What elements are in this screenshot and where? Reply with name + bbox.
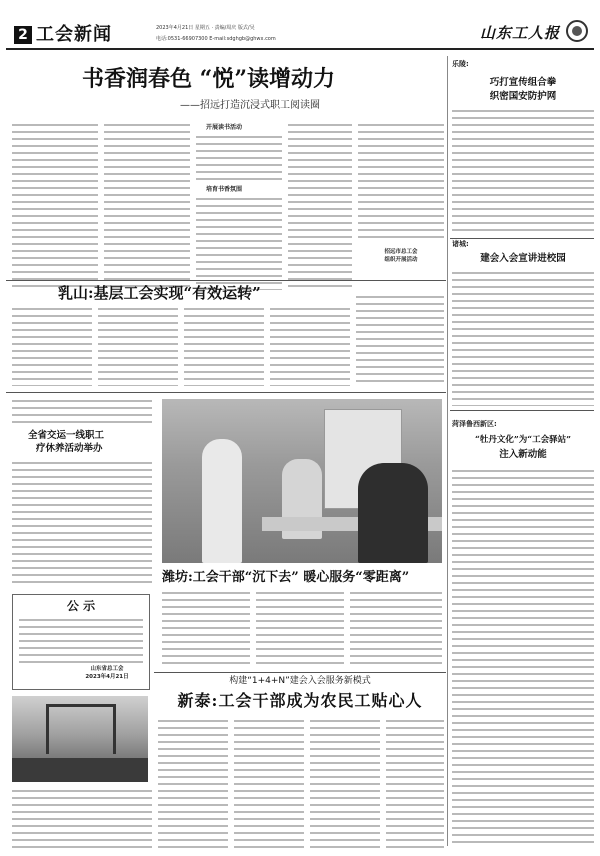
weifang-column-1 [162, 590, 250, 668]
right-column-divider [447, 56, 448, 846]
weifang-column-3 [350, 590, 442, 668]
seal-icon [566, 20, 588, 42]
top-story-column-1 [12, 122, 98, 290]
weifang-photo [162, 399, 442, 563]
rushan-column-4 [270, 306, 350, 386]
issue-date-line: 2023年4月21日 星期五 · 责编/周庆 版式/吴 [156, 25, 255, 31]
weifang-column-2 [256, 590, 344, 668]
section-title: 工会新闻 [36, 24, 112, 45]
top-story-column-5 [358, 122, 444, 242]
notice-title: 公 示 [66, 599, 96, 613]
left-story-headline-line-2: 疗休养活动举办 [36, 443, 103, 454]
top-story-signature [368, 248, 434, 264]
gate-caption [12, 788, 152, 848]
right-story-2-label: 诸城: [452, 240, 469, 248]
notice-box [12, 594, 150, 690]
rushan-column-2 [98, 306, 178, 386]
left-story-body [12, 460, 152, 588]
top-story-headline: 书香润春色 “悦”读增动力 [82, 66, 335, 92]
notice-signature [69, 665, 145, 681]
xintai-headline: 新泰:工会干部成为农民工贴心人 [177, 691, 423, 710]
top-story-kicker-2: 培育书香氛围 [206, 186, 243, 193]
xintai-column-3 [310, 718, 380, 848]
page-number: 2 [14, 26, 32, 44]
photo-gate [46, 704, 116, 754]
contact-line: 电话:0531-66907300 E-mail:sdghgb@ghwx.com [156, 36, 276, 42]
right-divider-2 [450, 410, 594, 411]
right-story-1-headline-line-1: 巧打宣传组合拳 [489, 77, 557, 88]
signature-line-2: 组织开展活动 [384, 257, 418, 263]
xintai-column-2 [234, 718, 304, 848]
notice-issuer: 山东省总工会 [90, 666, 124, 672]
rushan-headline: 乳山:基层工会实现“有效运转” [58, 284, 261, 302]
notice-date: 2023年4月21日 [85, 674, 129, 680]
lead-in-text [12, 398, 152, 424]
right-story-1-headline-line-2: 织密国安防护网 [489, 91, 557, 102]
notice-body [19, 617, 143, 663]
newspaper-logo: 山东工人报 [479, 24, 560, 42]
xintai-column-1 [158, 718, 228, 848]
rushan-column-5 [356, 294, 444, 386]
top-story-column-3b [196, 196, 282, 290]
top-story-subtitle: ——招远打造沉浸式职工阅读圈 [180, 100, 320, 111]
right-story-2-headline: 建会入会宣讲进校园 [480, 253, 566, 264]
right-story-2-body [452, 270, 594, 406]
top-story-column-3a [196, 134, 282, 182]
weifang-headline: 潍坊:工会干部“沉下去” 暖心服务“零距离” [162, 570, 410, 585]
section-divider-1 [6, 280, 446, 281]
photo-crowd [12, 758, 148, 782]
section-divider-2 [6, 392, 446, 393]
top-story-column-4 [288, 122, 352, 290]
section-divider-3 [154, 672, 446, 673]
photo-person [202, 439, 242, 563]
right-story-3-headline-line-2: 注入新动能 [499, 449, 547, 460]
gate-photo [12, 696, 148, 782]
top-story-kicker-1: 开展读书活动 [206, 124, 243, 131]
photo-person [358, 463, 428, 563]
left-story-headline-line-1: 全省交运一线职工 [28, 430, 105, 441]
rushan-column-1 [12, 306, 92, 386]
xintai-column-4 [386, 718, 444, 848]
signature-line-1: 招远市总工会 [384, 249, 418, 255]
right-story-1-label: 乐陵: [452, 60, 469, 68]
masthead [6, 6, 594, 50]
right-story-1-body [452, 108, 594, 234]
top-story-column-2 [104, 122, 190, 290]
right-divider-1 [450, 238, 594, 239]
right-story-3-label: 菏泽鲁西新区: [452, 420, 497, 428]
right-story-3-body [452, 468, 594, 848]
xintai-kicker: 构建“1+4+N”建会入会服务新模式 [229, 676, 371, 686]
rushan-column-3 [184, 306, 264, 386]
right-story-3-headline-line-1: “牡丹文化”为“工会驿站” [474, 435, 572, 445]
